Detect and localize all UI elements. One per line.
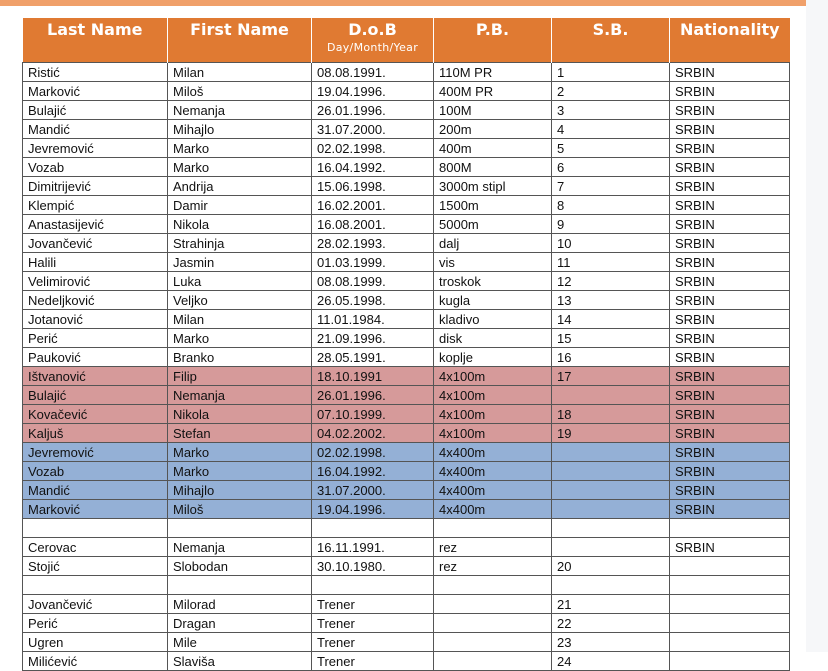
table-row	[23, 196, 790, 215]
sb-cell: 21	[552, 595, 670, 614]
dob-cell: 16.04.1992.	[312, 158, 434, 177]
last-name-cell: Jevremović	[23, 443, 168, 462]
dob-cell: 08.08.1999.	[312, 272, 434, 291]
dob-cell: Trener	[312, 595, 434, 614]
header-dob-label: D.o.B	[348, 20, 397, 39]
dob-cell: 21.09.1996.	[312, 329, 434, 348]
last-name-cell: Stojić	[23, 557, 168, 576]
nationality-cell: SRBIN	[670, 386, 790, 405]
first-name-cell: Marko	[168, 139, 312, 158]
pb-cell: 4x400m	[434, 443, 552, 462]
dob-cell: 19.04.1996.	[312, 500, 434, 519]
nationality-cell: SRBIN	[670, 63, 790, 82]
sb-cell: 19	[552, 424, 670, 443]
dob-cell: Trener	[312, 614, 434, 633]
table-row	[23, 614, 790, 633]
sb-cell: 23	[552, 633, 670, 652]
pb-cell: 4x100m	[434, 386, 552, 405]
last-name-cell: Anastasijević	[23, 215, 168, 234]
pb-cell: koplje	[434, 348, 552, 367]
nationality-cell: SRBIN	[670, 424, 790, 443]
pb-cell: 200m	[434, 120, 552, 139]
first-name-cell: Nemanja	[168, 386, 312, 405]
last-name-cell: Marković	[23, 500, 168, 519]
table-row	[23, 633, 790, 652]
last-name-cell: Ristić	[23, 63, 168, 82]
header-row	[23, 18, 790, 63]
pb-cell: dalj	[434, 234, 552, 253]
pb-cell: troskok	[434, 272, 552, 291]
sb-cell: 20	[552, 557, 670, 576]
pb-cell	[434, 652, 552, 671]
pb-cell	[434, 519, 552, 538]
nationality-cell: SRBIN	[670, 82, 790, 101]
first-name-cell: Luka	[168, 272, 312, 291]
first-name-cell: Marko	[168, 329, 312, 348]
table-row	[23, 500, 790, 519]
pb-cell	[434, 633, 552, 652]
first-name-cell: Filip	[168, 367, 312, 386]
last-name-cell	[23, 519, 168, 538]
nationality-cell	[670, 519, 790, 538]
last-name-cell: Marković	[23, 82, 168, 101]
table-row	[23, 576, 790, 595]
header-pb: P.B.	[434, 18, 552, 63]
last-name-cell: Velimirović	[23, 272, 168, 291]
dob-cell: 02.02.1998.	[312, 443, 434, 462]
first-name-cell: Nemanja	[168, 538, 312, 557]
last-name-cell: Halili	[23, 253, 168, 272]
nationality-cell: SRBIN	[670, 405, 790, 424]
pb-cell: 400M PR	[434, 82, 552, 101]
nationality-cell: SRBIN	[670, 481, 790, 500]
first-name-cell: Branko	[168, 348, 312, 367]
last-name-cell: Jovančević	[23, 234, 168, 253]
header-last-name: Last Name	[23, 18, 168, 63]
header-first-name: First Name	[168, 18, 312, 63]
pb-cell: kladivo	[434, 310, 552, 329]
dob-cell: 16.08.2001.	[312, 215, 434, 234]
sb-cell	[552, 576, 670, 595]
dob-cell: 07.10.1999.	[312, 405, 434, 424]
table-row	[23, 291, 790, 310]
pb-cell: vis	[434, 253, 552, 272]
first-name-cell: Dragan	[168, 614, 312, 633]
nationality-cell: SRBIN	[670, 215, 790, 234]
nationality-cell	[670, 614, 790, 633]
pb-cell: rez	[434, 557, 552, 576]
first-name-cell: Stefan	[168, 424, 312, 443]
nationality-cell: SRBIN	[670, 234, 790, 253]
table-row	[23, 386, 790, 405]
last-name-cell: Kovačević	[23, 405, 168, 424]
dob-cell: Trener	[312, 633, 434, 652]
pb-cell	[434, 595, 552, 614]
first-name-cell: Nikola	[168, 405, 312, 424]
nationality-cell: SRBIN	[670, 253, 790, 272]
table-row	[23, 234, 790, 253]
dob-cell: 02.02.1998.	[312, 139, 434, 158]
sb-cell: 18	[552, 405, 670, 424]
pb-cell: 4x400m	[434, 500, 552, 519]
sb-cell: 9	[552, 215, 670, 234]
dob-cell: 26.01.1996.	[312, 101, 434, 120]
table-row	[23, 310, 790, 329]
pb-cell	[434, 614, 552, 633]
pb-cell	[434, 576, 552, 595]
dob-cell: 15.06.1998.	[312, 177, 434, 196]
dob-cell	[312, 519, 434, 538]
last-name-cell: Vozab	[23, 158, 168, 177]
sb-cell: 10	[552, 234, 670, 253]
table-row	[23, 329, 790, 348]
sb-cell	[552, 481, 670, 500]
dob-cell: 18.10.1991	[312, 367, 434, 386]
dob-cell: 16.02.2001.	[312, 196, 434, 215]
roster-table-container	[22, 18, 789, 671]
pb-cell: 4x400m	[434, 462, 552, 481]
pb-cell: 110M PR	[434, 63, 552, 82]
first-name-cell: Milan	[168, 63, 312, 82]
nationality-cell	[670, 557, 790, 576]
last-name-cell: Bulajić	[23, 101, 168, 120]
sb-cell: 11	[552, 253, 670, 272]
dob-cell: 31.07.2000.	[312, 120, 434, 139]
nationality-cell: SRBIN	[670, 500, 790, 519]
nationality-cell	[670, 576, 790, 595]
pb-cell: disk	[434, 329, 552, 348]
table-row	[23, 82, 790, 101]
pb-cell: 800M	[434, 158, 552, 177]
last-name-cell: Mandić	[23, 120, 168, 139]
first-name-cell: Marko	[168, 462, 312, 481]
first-name-cell: Slobodan	[168, 557, 312, 576]
table-row	[23, 557, 790, 576]
last-name-cell: Mandić	[23, 481, 168, 500]
dob-cell: 30.10.1980.	[312, 557, 434, 576]
nationality-cell: SRBIN	[670, 310, 790, 329]
nationality-cell	[670, 652, 790, 671]
sb-cell: 4	[552, 120, 670, 139]
first-name-cell: Milorad	[168, 595, 312, 614]
table-row	[23, 405, 790, 424]
sb-cell: 14	[552, 310, 670, 329]
sb-cell: 2	[552, 82, 670, 101]
dob-cell: Trener	[312, 652, 434, 671]
last-name-cell	[23, 576, 168, 595]
nationality-cell: SRBIN	[670, 462, 790, 481]
sb-cell: 16	[552, 348, 670, 367]
table-row	[23, 120, 790, 139]
nationality-cell: SRBIN	[670, 443, 790, 462]
sb-cell: 3	[552, 101, 670, 120]
last-name-cell: Nedeljković	[23, 291, 168, 310]
first-name-cell: Slaviša	[168, 652, 312, 671]
sb-cell: 13	[552, 291, 670, 310]
header-nationality: Nationality	[670, 18, 790, 63]
last-name-cell: Dimitrijević	[23, 177, 168, 196]
last-name-cell: Jovančević	[23, 595, 168, 614]
nationality-cell: SRBIN	[670, 177, 790, 196]
first-name-cell: Marko	[168, 443, 312, 462]
sb-cell	[552, 462, 670, 481]
sb-cell	[552, 386, 670, 405]
first-name-cell: Damir	[168, 196, 312, 215]
pb-cell: 100M	[434, 101, 552, 120]
first-name-cell: Nemanja	[168, 101, 312, 120]
nationality-cell: SRBIN	[670, 158, 790, 177]
nationality-cell: SRBIN	[670, 272, 790, 291]
table-row	[23, 367, 790, 386]
first-name-cell: Veljko	[168, 291, 312, 310]
dob-cell: 28.05.1991.	[312, 348, 434, 367]
sb-cell: 7	[552, 177, 670, 196]
dob-cell: 16.11.1991.	[312, 538, 434, 557]
table-row	[23, 177, 790, 196]
table-row	[23, 272, 790, 291]
last-name-cell: Milićević	[23, 652, 168, 671]
nationality-cell: SRBIN	[670, 538, 790, 557]
pb-cell: kugla	[434, 291, 552, 310]
sb-cell: 12	[552, 272, 670, 291]
sb-cell: 24	[552, 652, 670, 671]
sb-cell	[552, 538, 670, 557]
sb-cell: 6	[552, 158, 670, 177]
last-name-cell: Cerovac	[23, 538, 168, 557]
dob-cell: 08.08.1991.	[312, 63, 434, 82]
table-row	[23, 443, 790, 462]
header-dob-format: Day/Month/Year	[326, 41, 419, 54]
sb-cell: 15	[552, 329, 670, 348]
dob-cell: 28.02.1993.	[312, 234, 434, 253]
first-name-cell: Andrija	[168, 177, 312, 196]
dob-cell: 16.04.1992.	[312, 462, 434, 481]
first-name-cell: Mihajlo	[168, 481, 312, 500]
sb-cell: 1	[552, 63, 670, 82]
sb-cell	[552, 443, 670, 462]
nationality-cell: SRBIN	[670, 101, 790, 120]
first-name-cell: Nikola	[168, 215, 312, 234]
table-row	[23, 652, 790, 671]
dob-cell: 11.01.1984.	[312, 310, 434, 329]
first-name-cell: Mile	[168, 633, 312, 652]
roster-body	[23, 63, 790, 671]
sb-cell: 22	[552, 614, 670, 633]
table-row	[23, 158, 790, 177]
pb-cell: rez	[434, 538, 552, 557]
first-name-cell	[168, 576, 312, 595]
dob-cell: 31.07.2000.	[312, 481, 434, 500]
last-name-cell: Kaljuš	[23, 424, 168, 443]
pb-cell: 4x100m	[434, 367, 552, 386]
dob-cell: 26.01.1996.	[312, 386, 434, 405]
table-row	[23, 101, 790, 120]
table-row	[23, 215, 790, 234]
sb-cell: 8	[552, 196, 670, 215]
table-row	[23, 424, 790, 443]
nationality-cell	[670, 633, 790, 652]
sb-cell	[552, 500, 670, 519]
table-row	[23, 519, 790, 538]
nationality-cell: SRBIN	[670, 196, 790, 215]
dob-cell: 01.03.1999.	[312, 253, 434, 272]
first-name-cell: Jasmin	[168, 253, 312, 272]
nationality-cell: SRBIN	[670, 139, 790, 158]
last-name-cell: Perić	[23, 614, 168, 633]
table-row	[23, 253, 790, 272]
dob-cell	[312, 576, 434, 595]
last-name-cell: Ugren	[23, 633, 168, 652]
first-name-cell: Mihajlo	[168, 120, 312, 139]
dob-cell: 04.02.2002.	[312, 424, 434, 443]
nationality-cell	[670, 595, 790, 614]
pb-cell: 4x400m	[434, 481, 552, 500]
header-sb: S.B.	[552, 18, 670, 63]
sb-cell	[552, 519, 670, 538]
first-name-cell: Marko	[168, 158, 312, 177]
nationality-cell: SRBIN	[670, 120, 790, 139]
last-name-cell: Perić	[23, 329, 168, 348]
first-name-cell: Miloš	[168, 82, 312, 101]
pb-cell: 4x100m	[434, 405, 552, 424]
table-row	[23, 462, 790, 481]
top-accent-bar	[0, 0, 806, 6]
table-row	[23, 63, 790, 82]
table-row	[23, 348, 790, 367]
table-row	[23, 595, 790, 614]
last-name-cell: Klempić	[23, 196, 168, 215]
last-name-cell: Ištvanović	[23, 367, 168, 386]
nationality-cell: SRBIN	[670, 348, 790, 367]
last-name-cell: Pauković	[23, 348, 168, 367]
last-name-cell: Jotanović	[23, 310, 168, 329]
nationality-cell: SRBIN	[670, 329, 790, 348]
pb-cell: 1500m	[434, 196, 552, 215]
sb-cell: 17	[552, 367, 670, 386]
pb-cell: 400m	[434, 139, 552, 158]
table-row	[23, 481, 790, 500]
right-gutter	[806, 0, 828, 652]
header-dob	[312, 18, 434, 63]
first-name-cell	[168, 519, 312, 538]
dob-cell: 19.04.1996.	[312, 82, 434, 101]
pb-cell: 5000m	[434, 215, 552, 234]
table-row	[23, 538, 790, 557]
first-name-cell: Miloš	[168, 500, 312, 519]
last-name-cell: Vozab	[23, 462, 168, 481]
sb-cell: 5	[552, 139, 670, 158]
pb-cell: 3000m stipl	[434, 177, 552, 196]
nationality-cell: SRBIN	[670, 291, 790, 310]
last-name-cell: Jevremović	[23, 139, 168, 158]
dob-cell: 26.05.1998.	[312, 291, 434, 310]
pb-cell: 4x100m	[434, 424, 552, 443]
roster-table	[22, 18, 790, 671]
last-name-cell: Bulajić	[23, 386, 168, 405]
nationality-cell: SRBIN	[670, 367, 790, 386]
first-name-cell: Milan	[168, 310, 312, 329]
first-name-cell: Strahinja	[168, 234, 312, 253]
table-row	[23, 139, 790, 158]
